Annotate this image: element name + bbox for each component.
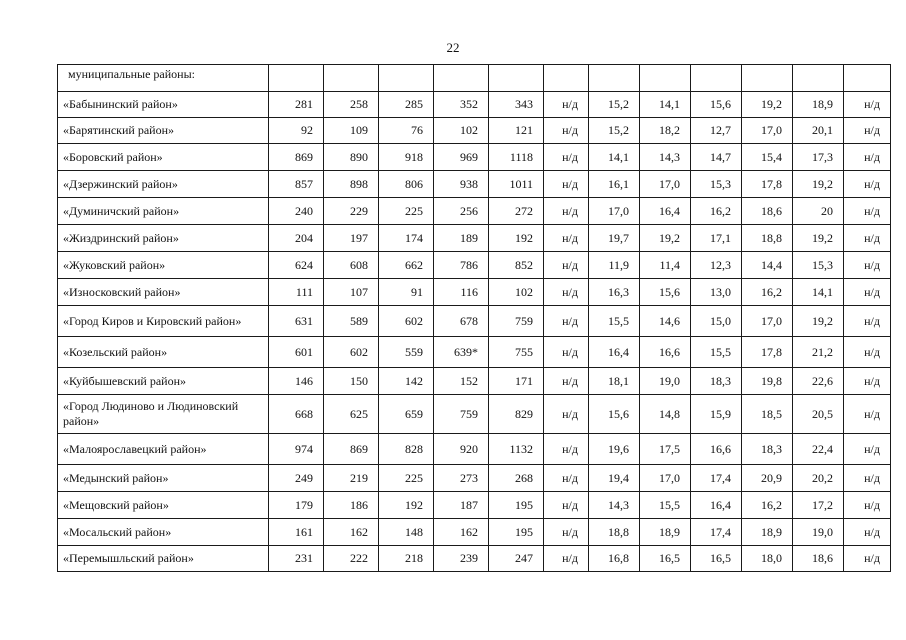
value-cell: 17,1: [691, 225, 742, 252]
value-cell: 352: [434, 92, 489, 118]
value-cell: н/д: [844, 546, 891, 572]
value-cell: 601: [269, 337, 324, 368]
value-cell: н/д: [544, 92, 589, 118]
value-cell: 17,8: [742, 171, 793, 198]
value-cell: 920: [434, 434, 489, 465]
district-name-cell: «Износковский район»: [58, 279, 269, 306]
table-row: [58, 546, 891, 572]
value-cell: н/д: [844, 118, 891, 144]
value-cell: 18,9: [793, 92, 844, 118]
value-cell: 890: [324, 144, 379, 171]
value-cell: 256: [434, 198, 489, 225]
value-cell: 142: [379, 368, 434, 395]
value-cell: н/д: [544, 171, 589, 198]
value-cell: 18,1: [589, 368, 640, 395]
value-cell: 19,2: [793, 306, 844, 337]
value-cell: 17,0: [742, 118, 793, 144]
value-cell: 17,2: [793, 492, 844, 519]
value-cell: 272: [489, 198, 544, 225]
value-cell: 14,3: [640, 144, 691, 171]
value-cell: 16,1: [589, 171, 640, 198]
value-cell: н/д: [844, 171, 891, 198]
value-cell: 17,0: [589, 198, 640, 225]
value-cell: н/д: [544, 337, 589, 368]
value-cell: 258: [324, 92, 379, 118]
value-cell: 17,8: [742, 337, 793, 368]
value-cell: 17,0: [742, 306, 793, 337]
district-name-cell: «Бабынинский район»: [58, 92, 269, 118]
district-name-cell: «Жуковский район»: [58, 252, 269, 279]
value-cell: 102: [489, 279, 544, 306]
value-cell: 20,9: [742, 465, 793, 492]
value-cell: 186: [324, 492, 379, 519]
value-cell: 16,2: [742, 492, 793, 519]
value-cell: 16,4: [589, 337, 640, 368]
value-cell: н/д: [544, 118, 589, 144]
table-row: [58, 368, 891, 395]
value-cell: 15,6: [640, 279, 691, 306]
value-cell: 17,5: [640, 434, 691, 465]
value-cell: 218: [379, 546, 434, 572]
value-cell: н/д: [544, 144, 589, 171]
value-cell: 11,9: [589, 252, 640, 279]
value-cell: 14,1: [640, 92, 691, 118]
value-cell: 16,4: [691, 492, 742, 519]
table-row: [58, 434, 891, 465]
value-cell: 18,8: [742, 225, 793, 252]
value-cell: 625: [324, 395, 379, 434]
value-cell: 343: [489, 92, 544, 118]
value-cell: 161: [269, 519, 324, 546]
value-cell: н/д: [544, 434, 589, 465]
value-cell: н/д: [844, 434, 891, 465]
value-cell: 268: [489, 465, 544, 492]
value-cell: 162: [434, 519, 489, 546]
value-cell: 162: [324, 519, 379, 546]
value-cell: н/д: [844, 92, 891, 118]
value-cell: 92: [269, 118, 324, 144]
value-cell: 668: [269, 395, 324, 434]
value-cell: 22,4: [793, 434, 844, 465]
value-cell: 19,8: [742, 368, 793, 395]
value-cell: 828: [379, 434, 434, 465]
district-name-cell: «Боровский район»: [58, 144, 269, 171]
value-cell: 18,6: [793, 546, 844, 572]
value-cell: 116: [434, 279, 489, 306]
value-cell: 107: [324, 279, 379, 306]
value-cell: н/д: [844, 279, 891, 306]
value-cell: н/д: [844, 198, 891, 225]
value-cell: 179: [269, 492, 324, 519]
value-cell: 759: [489, 306, 544, 337]
value-cell: 18,2: [640, 118, 691, 144]
value-cell: 18,0: [742, 546, 793, 572]
value-cell: н/д: [544, 519, 589, 546]
value-cell: 639*: [434, 337, 489, 368]
value-cell: н/д: [844, 395, 891, 434]
statistics-table: [57, 64, 891, 572]
value-cell: 18,8: [589, 519, 640, 546]
value-cell: 678: [434, 306, 489, 337]
district-name-cell: «Жиздринский район»: [58, 225, 269, 252]
district-name-cell: «Мещовский район»: [58, 492, 269, 519]
value-cell: 249: [269, 465, 324, 492]
value-cell: 19,2: [793, 171, 844, 198]
value-cell: н/д: [844, 519, 891, 546]
value-cell: 22,6: [793, 368, 844, 395]
district-name-cell: «Козельский район»: [58, 337, 269, 368]
value-cell: 869: [269, 144, 324, 171]
value-cell: 17,0: [640, 171, 691, 198]
value-cell: 225: [379, 465, 434, 492]
value-cell: н/д: [544, 368, 589, 395]
table-row: [58, 337, 891, 368]
value-cell: 16,2: [691, 198, 742, 225]
value-cell: 1011: [489, 171, 544, 198]
table-row: [58, 92, 891, 118]
value-cell: 192: [379, 492, 434, 519]
value-cell: 559: [379, 337, 434, 368]
value-cell: 19,2: [640, 225, 691, 252]
value-cell: 225: [379, 198, 434, 225]
value-cell: 204: [269, 225, 324, 252]
district-name-cell: «Город Киров и Кировский район»: [58, 306, 269, 337]
value-cell: 15,2: [589, 118, 640, 144]
value-cell: 938: [434, 171, 489, 198]
value-cell: 247: [489, 546, 544, 572]
value-cell: 14,7: [691, 144, 742, 171]
value-cell: 229: [324, 198, 379, 225]
value-cell: 195: [489, 492, 544, 519]
value-cell: н/д: [544, 252, 589, 279]
value-cell: 18,3: [742, 434, 793, 465]
value-cell: н/д: [844, 492, 891, 519]
value-cell: 19,7: [589, 225, 640, 252]
value-cell: н/д: [544, 306, 589, 337]
value-cell: 102: [434, 118, 489, 144]
table-row: [58, 252, 891, 279]
value-cell: 109: [324, 118, 379, 144]
value-cell: 18,5: [742, 395, 793, 434]
value-cell: 20: [793, 198, 844, 225]
value-cell: 20,2: [793, 465, 844, 492]
value-cell: н/д: [544, 198, 589, 225]
value-cell: 829: [489, 395, 544, 434]
value-cell: 17,4: [691, 519, 742, 546]
table-row: [58, 198, 891, 225]
value-cell: 239: [434, 546, 489, 572]
value-cell: 14,1: [589, 144, 640, 171]
value-cell: 602: [324, 337, 379, 368]
value-cell: 19,2: [793, 225, 844, 252]
value-cell: 174: [379, 225, 434, 252]
value-cell: 16,2: [742, 279, 793, 306]
table-row: [58, 395, 891, 434]
district-name-cell: «Барятинский район»: [58, 118, 269, 144]
value-cell: 285: [379, 92, 434, 118]
table-row: [58, 465, 891, 492]
value-cell: н/д: [544, 465, 589, 492]
value-cell: 15,5: [691, 337, 742, 368]
district-name-cell: «Куйбышевский район»: [58, 368, 269, 395]
value-cell: 759: [434, 395, 489, 434]
table-row: [58, 225, 891, 252]
value-cell: 631: [269, 306, 324, 337]
value-cell: 17,3: [793, 144, 844, 171]
value-cell: н/д: [844, 225, 891, 252]
value-cell: н/д: [844, 144, 891, 171]
value-cell: н/д: [544, 395, 589, 434]
value-cell: 659: [379, 395, 434, 434]
value-cell: 20,5: [793, 395, 844, 434]
district-name-cell: «Дзержинский район»: [58, 171, 269, 198]
value-cell: 15,9: [691, 395, 742, 434]
value-cell: 111: [269, 279, 324, 306]
value-cell: 918: [379, 144, 434, 171]
value-cell: 219: [324, 465, 379, 492]
table-row: [58, 171, 891, 198]
value-cell: 222: [324, 546, 379, 572]
value-cell: 195: [489, 519, 544, 546]
value-cell: 19,6: [589, 434, 640, 465]
value-cell: 240: [269, 198, 324, 225]
table-row: [58, 492, 891, 519]
value-cell: 148: [379, 519, 434, 546]
value-cell: 91: [379, 279, 434, 306]
value-cell: 806: [379, 171, 434, 198]
value-cell: 898: [324, 171, 379, 198]
table-row: [58, 118, 891, 144]
value-cell: 15,4: [742, 144, 793, 171]
value-cell: 589: [324, 306, 379, 337]
district-name-cell: «Малоярославецкий район»: [58, 434, 269, 465]
value-cell: 152: [434, 368, 489, 395]
value-cell: н/д: [544, 492, 589, 519]
value-cell: н/д: [544, 279, 589, 306]
value-cell: 14,8: [640, 395, 691, 434]
value-cell: 19,2: [742, 92, 793, 118]
value-cell: 16,6: [691, 434, 742, 465]
value-cell: 969: [434, 144, 489, 171]
value-cell: 662: [379, 252, 434, 279]
value-cell: н/д: [844, 368, 891, 395]
value-cell: 15,0: [691, 306, 742, 337]
value-cell: 197: [324, 225, 379, 252]
value-cell: 15,5: [589, 306, 640, 337]
value-cell: 15,6: [589, 395, 640, 434]
value-cell: 15,3: [793, 252, 844, 279]
value-cell: 12,3: [691, 252, 742, 279]
district-name-cell: «Мосальский район»: [58, 519, 269, 546]
value-cell: 14,3: [589, 492, 640, 519]
group-header-row: [58, 65, 891, 92]
value-cell: 17,4: [691, 465, 742, 492]
value-cell: 12,7: [691, 118, 742, 144]
value-cell: 20,1: [793, 118, 844, 144]
value-cell: 192: [489, 225, 544, 252]
table-row: [58, 279, 891, 306]
value-cell: 869: [324, 434, 379, 465]
value-cell: 19,0: [640, 368, 691, 395]
value-cell: 16,3: [589, 279, 640, 306]
value-cell: 624: [269, 252, 324, 279]
value-cell: н/д: [544, 546, 589, 572]
value-cell: 15,2: [589, 92, 640, 118]
value-cell: 16,8: [589, 546, 640, 572]
value-cell: 974: [269, 434, 324, 465]
value-cell: 146: [269, 368, 324, 395]
value-cell: 755: [489, 337, 544, 368]
value-cell: 608: [324, 252, 379, 279]
value-cell: 15,5: [640, 492, 691, 519]
value-cell: 121: [489, 118, 544, 144]
value-cell: 19,4: [589, 465, 640, 492]
value-cell: 16,6: [640, 337, 691, 368]
value-cell: 18,9: [640, 519, 691, 546]
value-cell: 273: [434, 465, 489, 492]
table-row: [58, 144, 891, 171]
value-cell: н/д: [844, 252, 891, 279]
value-cell: н/д: [844, 337, 891, 368]
table-row: [58, 306, 891, 337]
value-cell: 786: [434, 252, 489, 279]
value-cell: 857: [269, 171, 324, 198]
value-cell: 602: [379, 306, 434, 337]
value-cell: 150: [324, 368, 379, 395]
value-cell: н/д: [844, 465, 891, 492]
value-cell: 1132: [489, 434, 544, 465]
value-cell: 14,4: [742, 252, 793, 279]
value-cell: 1118: [489, 144, 544, 171]
value-cell: н/д: [544, 225, 589, 252]
district-name-cell: «Думиничский район»: [58, 198, 269, 225]
value-cell: 189: [434, 225, 489, 252]
value-cell: 18,6: [742, 198, 793, 225]
value-cell: 15,3: [691, 171, 742, 198]
value-cell: 13,0: [691, 279, 742, 306]
value-cell: 14,6: [640, 306, 691, 337]
value-cell: 15,6: [691, 92, 742, 118]
group-label: муниципальные районы:: [58, 65, 269, 92]
value-cell: 171: [489, 368, 544, 395]
value-cell: 16,4: [640, 198, 691, 225]
value-cell: 17,0: [640, 465, 691, 492]
value-cell: 18,3: [691, 368, 742, 395]
page-number: 22: [446, 40, 460, 55]
value-cell: 852: [489, 252, 544, 279]
value-cell: 11,4: [640, 252, 691, 279]
value-cell: 76: [379, 118, 434, 144]
value-cell: 16,5: [640, 546, 691, 572]
table-row: [58, 519, 891, 546]
value-cell: 21,2: [793, 337, 844, 368]
value-cell: 14,1: [793, 279, 844, 306]
value-cell: 16,5: [691, 546, 742, 572]
value-cell: 231: [269, 546, 324, 572]
value-cell: 281: [269, 92, 324, 118]
district-name-cell: «Город Людиново и Людиновский район»: [58, 395, 269, 434]
district-name-cell: «Перемышльский район»: [58, 546, 269, 572]
value-cell: н/д: [844, 306, 891, 337]
value-cell: 187: [434, 492, 489, 519]
value-cell: 19,0: [793, 519, 844, 546]
value-cell: 18,9: [742, 519, 793, 546]
district-name-cell: «Медынский район»: [58, 465, 269, 492]
